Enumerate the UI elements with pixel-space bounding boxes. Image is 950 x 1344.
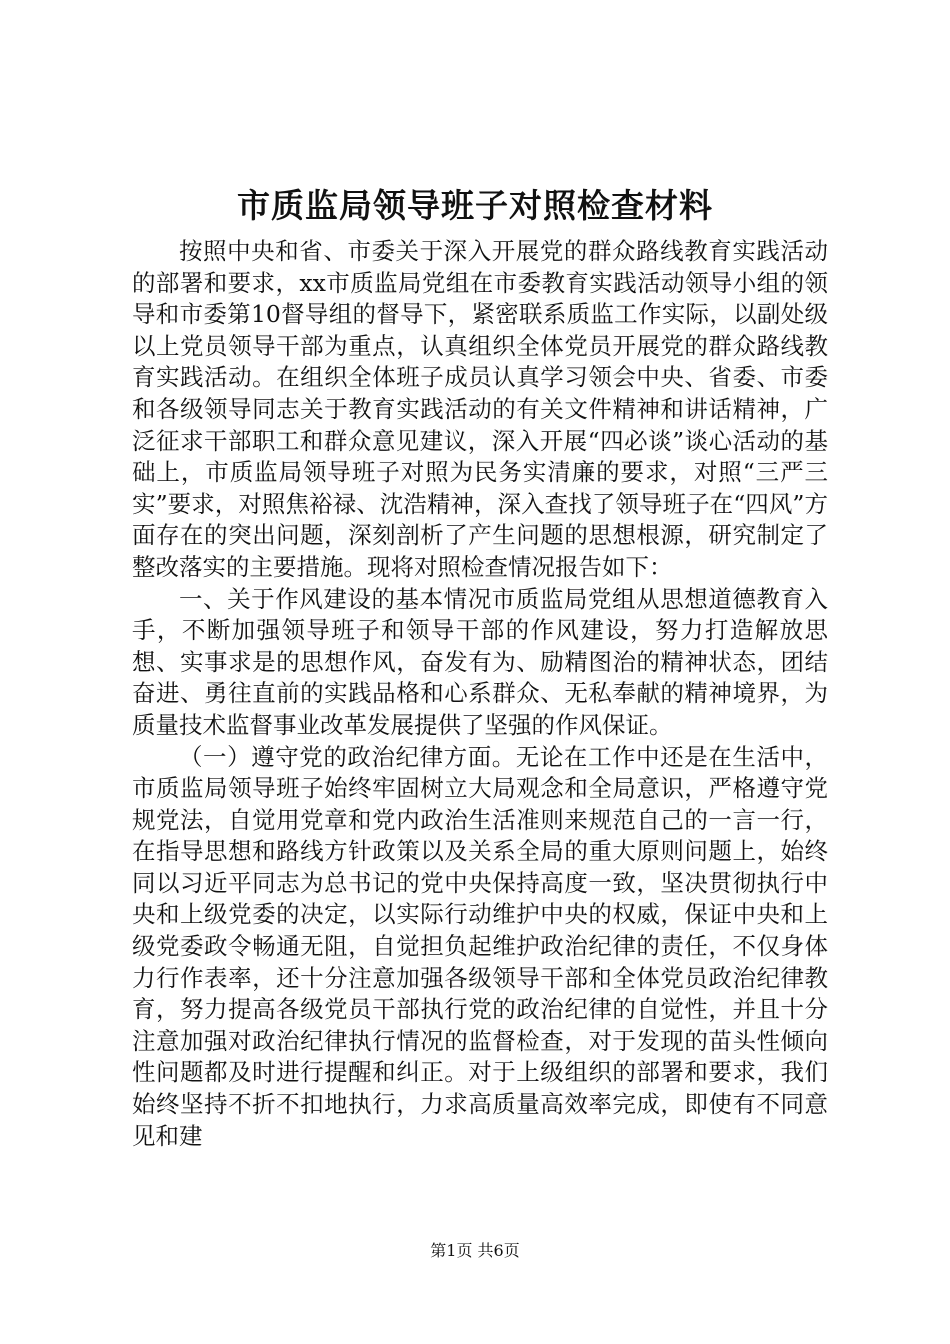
paragraph-political-discipline: （一）遵守党的政治纪律方面。无论在工作中还是在生活中，市质监局领导班子始终牢固树立大局观念和全局意识，严格遵守党规党法，自觉用党章和党内政治生活准则来规范自己的一言一行，在指导思想和路线方针政策以及关系全局的重大原则问题上，始终同以习近平同志为总书记的党中央保持高度一致，坚决贯彻执行中央和上级党委的决定，以实际行动维护中央的权威，保证中央和上级党委政令畅通无阻，自觉担负起维护政治纪律的责任，不仅身体力行作表率，还十分注意加强各级领导干部和全体党员政治纪律教育，努力提高各级党员干部执行党的政治纪律的自觉性，并且十分注意加强对政治纪律执行情况的监督检查，对于发现的苗头性倾向性问题都及时进行提醒和纠正。对于上级组织的部署和要求，我们始终坚持不折不扣地执行，力求高质量高效率完成，即使有不同意见和建: [132, 742, 828, 1150]
paragraph-intro: 按照中央和省、市委关于深入开展党的群众路线教育实践活动的部署和要求，xx市质监局党组在市委教育实践活动领导小组的领导和市委第10督导组的督导下，紧密联系质监工作实际，以副处级以上党员领导干部为重点，认真组织全体党员开展党的群众路线教育实践活动。在组织全体班子成员认真学习领会中央、省委、市委和各级领导同志关于教育实践活动的有关文件精神和讲话精神，广泛征求干部职工和群众意见建议，深入开展“四必谈”谈心活动的基础上，市质监局领导班子对照为民务实清廉的要求，对照“三严三实”要求，对照焦裕禄、沈浩精神，深入查找了领导班子在“四风”方面存在的突出问题，深刻剖析了产生问题的思想根源，研究制定了整改落实的主要措施。现将对照检查情况报告如下：: [132, 237, 828, 581]
paragraph-section-one: 一、关于作风建设的基本情况市质监局党组从思想道德教育入手，不断加强领导班子和领导干部的作风建设，努力打造解放思想、实事求是的思想作风，奋发有为、励精图治的精神状态，团结奋进、勇往直前的实践品格和心系群众、无私奉献的精神境界，为质量技术监督事业改革发展提供了坚强的作风保证。: [132, 584, 828, 739]
document-body: [132, 236, 828, 1152]
document-title: 市质监局领导班子对照检查材料: [237, 186, 713, 225]
page-number-footer: 第1页 共6页: [430, 1241, 520, 1260]
